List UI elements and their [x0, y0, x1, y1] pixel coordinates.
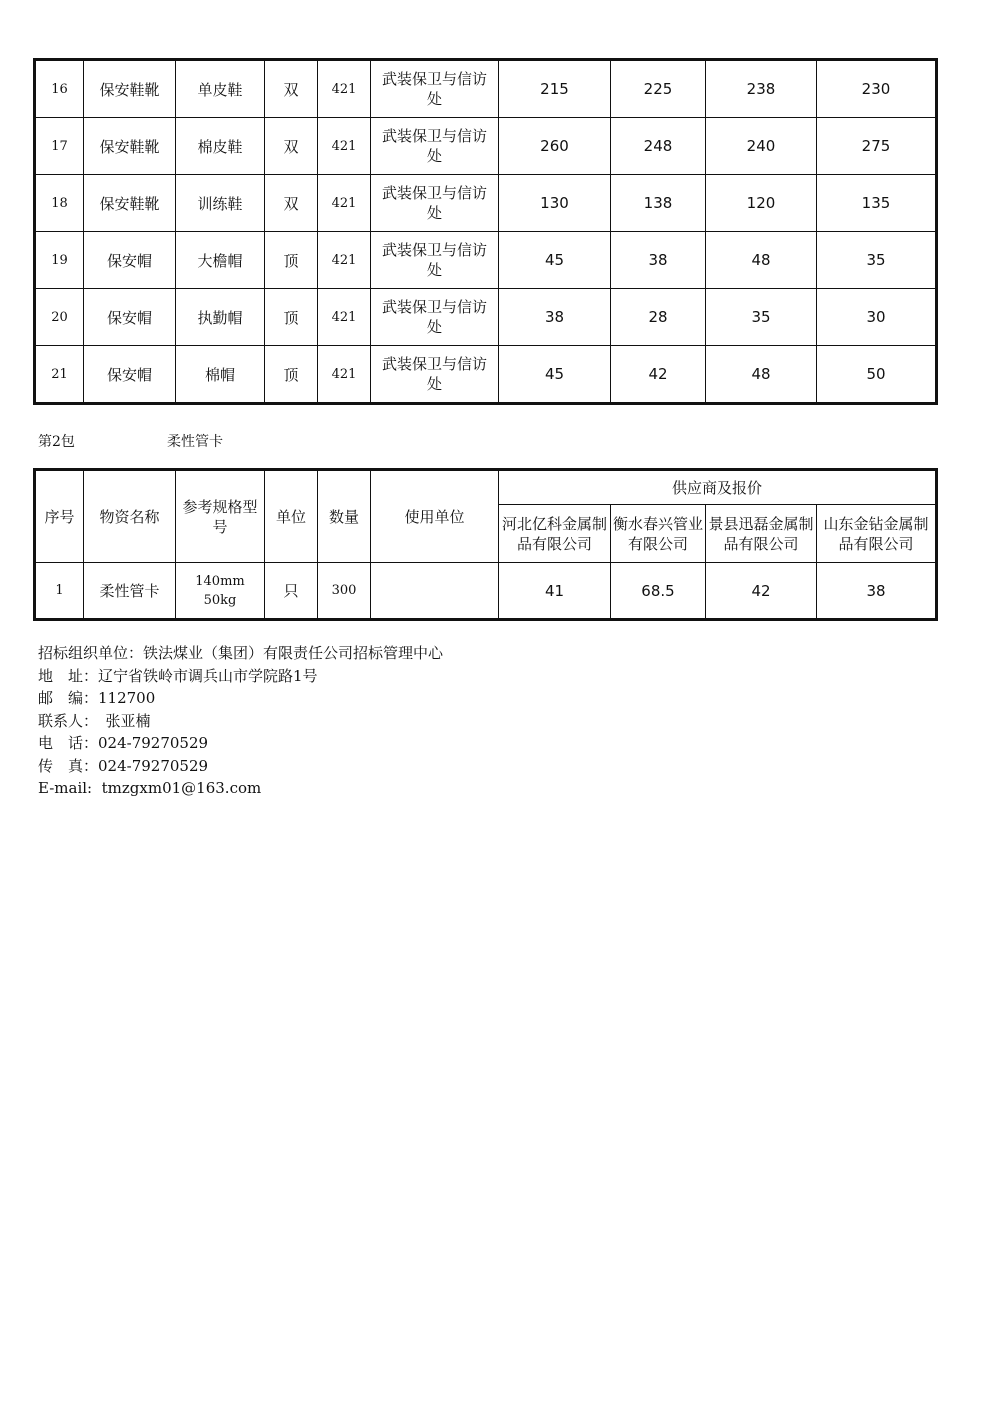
- contact-person: 联系人： 张亚楠: [38, 711, 151, 730]
- cell-price: 45: [499, 232, 611, 289]
- cell-price: 275: [817, 118, 937, 175]
- table-row: [35, 232, 937, 289]
- cell-spec: 大檐帽: [176, 232, 265, 289]
- cell-price: 248: [611, 118, 706, 175]
- contact-address: 地 址：辽宁省铁岭市调兵山市学院路1号: [38, 666, 318, 685]
- cell-price: 48: [706, 232, 817, 289]
- cell-spec: [176, 563, 265, 620]
- cell-price: 138: [611, 175, 706, 232]
- contact-postcode: 邮 编：112700: [38, 689, 156, 707]
- cell-price: 50: [817, 346, 937, 404]
- cell-seq: 17: [35, 118, 84, 175]
- cell-price: 130: [499, 175, 611, 232]
- cell-price: 38: [611, 232, 706, 289]
- cell-spec: 训练鞋: [176, 175, 265, 232]
- cell-unit: 顶: [265, 232, 318, 289]
- cell-price: 68.5: [611, 563, 706, 620]
- cell-name: 保安帽: [84, 346, 176, 404]
- cell-price: 42: [611, 346, 706, 404]
- contact-fax: 传 真：024-79270529: [38, 756, 209, 775]
- table-row: [35, 118, 937, 175]
- cell-name: 柔性管卡: [84, 563, 176, 620]
- cell-unit: 只: [265, 563, 318, 620]
- cell-price: 135: [817, 175, 937, 232]
- cell-price: 41: [499, 563, 611, 620]
- cell-dept: 武装保卫与信访处: [371, 60, 499, 118]
- cell-unit: 双: [265, 60, 318, 118]
- cell-qty: 421: [318, 232, 371, 289]
- cell-seq: 16: [35, 60, 84, 118]
- cell-price: 215: [499, 60, 611, 118]
- cell-seq: 1: [35, 563, 84, 620]
- table-row: [35, 60, 937, 118]
- vendor-name: 衡水春兴管业有限公司: [611, 505, 706, 563]
- cell-price: 38: [817, 563, 937, 620]
- contact-block: [38, 642, 443, 800]
- contact-org: 招标组织单位：铁法煤业（集团）有限责任公司招标管理中心: [38, 644, 444, 662]
- vendor-name: 景县迅磊金属制品有限公司: [706, 505, 817, 563]
- header-unit: 单位: [265, 470, 318, 563]
- cell-spec: 棉帽: [176, 346, 265, 404]
- cell-name: 保安鞋靴: [84, 60, 176, 118]
- cell-qty: 421: [318, 60, 371, 118]
- cell-price: 30: [817, 289, 937, 346]
- cell-dept: 武装保卫与信访处: [371, 232, 499, 289]
- header-name: 物资名称: [84, 470, 176, 563]
- cell-qty: 421: [318, 346, 371, 404]
- cell-unit: 顶: [265, 289, 318, 346]
- cell-qty: 300: [318, 563, 371, 620]
- cell-price: 120: [706, 175, 817, 232]
- items-table-package1: [33, 58, 938, 405]
- cell-spec: 棉皮鞋: [176, 118, 265, 175]
- cell-spec-line1: 140mm: [195, 573, 245, 589]
- cell-qty: 421: [318, 289, 371, 346]
- header-spec: 参考规格型号: [176, 470, 265, 563]
- cell-dept: 武装保卫与信访处: [371, 346, 499, 404]
- cell-seq: 19: [35, 232, 84, 289]
- contact-email: E-mail: tmzgxm01@163.com: [38, 779, 262, 797]
- contact-phone: 电 话：024-79270529: [38, 734, 209, 752]
- cell-qty: 421: [318, 118, 371, 175]
- package-label: 第2包: [38, 434, 75, 450]
- cell-price: 28: [611, 289, 706, 346]
- cell-name: 保安鞋靴: [84, 175, 176, 232]
- package-heading: [38, 431, 223, 451]
- cell-dept: [371, 563, 499, 620]
- header-dept: 使用单位: [371, 470, 499, 563]
- cell-price: 230: [817, 60, 937, 118]
- cell-price: 225: [611, 60, 706, 118]
- cell-price: 238: [706, 60, 817, 118]
- cell-price: 240: [706, 118, 817, 175]
- cell-seq: 18: [35, 175, 84, 232]
- cell-dept: 武装保卫与信访处: [371, 118, 499, 175]
- cell-spec: 单皮鞋: [176, 60, 265, 118]
- cell-price: 260: [499, 118, 611, 175]
- package-title: 柔性管卡: [167, 434, 223, 450]
- items-table-package2: [33, 468, 938, 621]
- cell-price: 45: [499, 346, 611, 404]
- vendor-name: 山东金钻金属制品有限公司: [817, 505, 937, 563]
- cell-dept: 武装保卫与信访处: [371, 289, 499, 346]
- cell-spec-line2: 50kg: [203, 592, 237, 608]
- header-suppliers: 供应商及报价: [499, 470, 937, 505]
- cell-dept: 武装保卫与信访处: [371, 175, 499, 232]
- cell-name: 保安鞋靴: [84, 118, 176, 175]
- table-row: [35, 175, 937, 232]
- cell-unit: 顶: [265, 346, 318, 404]
- cell-price: 48: [706, 346, 817, 404]
- cell-price: 38: [499, 289, 611, 346]
- cell-spec: 执勤帽: [176, 289, 265, 346]
- cell-name: 保安帽: [84, 289, 176, 346]
- cell-name: 保安帽: [84, 232, 176, 289]
- cell-seq: 20: [35, 289, 84, 346]
- cell-qty: 421: [318, 175, 371, 232]
- table-row: [35, 289, 937, 346]
- cell-price: 35: [817, 232, 937, 289]
- cell-unit: 双: [265, 118, 318, 175]
- table-row: [35, 346, 937, 404]
- header-seq: 序号: [35, 470, 84, 563]
- cell-price: 35: [706, 289, 817, 346]
- cell-price: 42: [706, 563, 817, 620]
- table-row: [35, 563, 937, 620]
- cell-unit: 双: [265, 175, 318, 232]
- header-qty: 数量: [318, 470, 371, 563]
- cell-seq: 21: [35, 346, 84, 404]
- vendor-name: 河北亿科金属制品有限公司: [499, 505, 611, 563]
